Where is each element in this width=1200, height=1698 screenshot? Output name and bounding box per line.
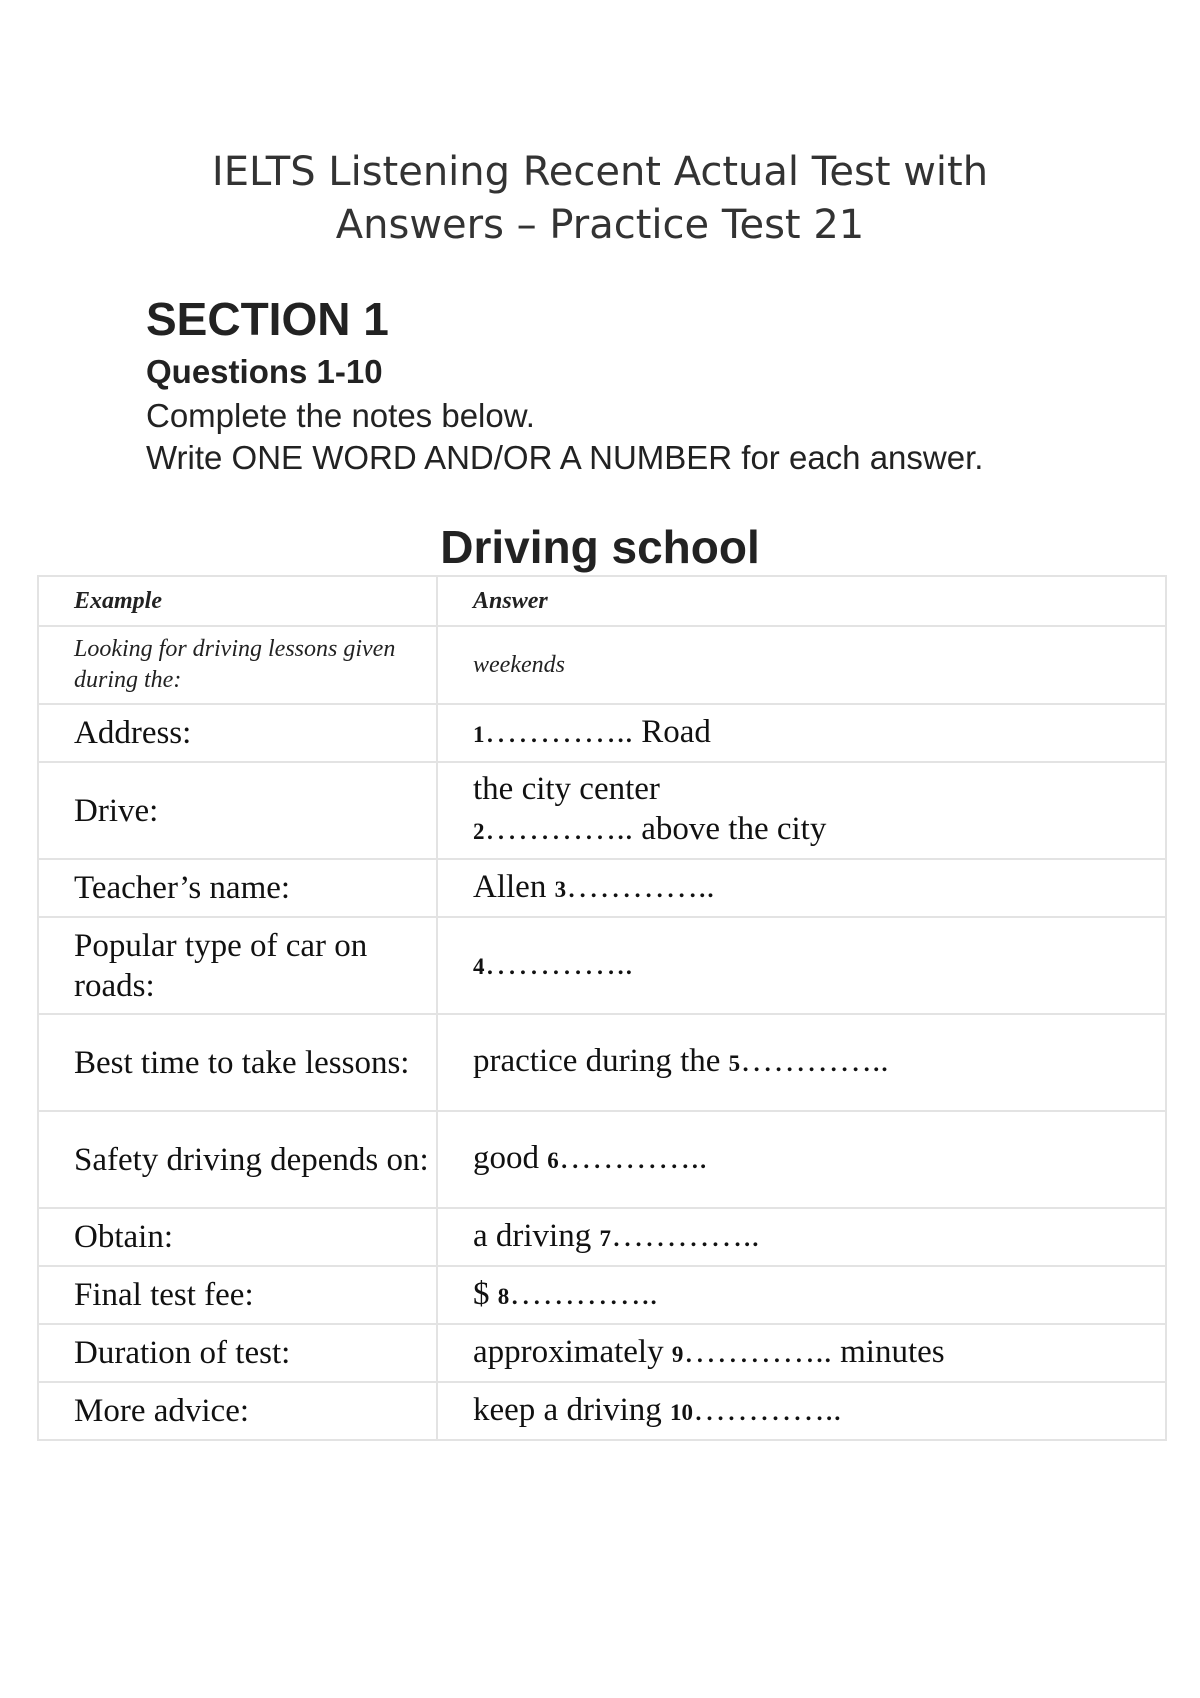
row-label: Popular type of car on roads:: [38, 917, 437, 1014]
answer-blank[interactable]: …………..: [740, 1043, 889, 1079]
answer-blank[interactable]: …………..: [484, 713, 633, 750]
page-title-line-2: Answers – Practice Test 21: [335, 202, 865, 248]
question-number: 3: [554, 876, 567, 902]
question-number: 2: [473, 819, 485, 844]
table-row: [38, 1014, 1166, 1111]
row-label: Address:: [38, 704, 437, 762]
answer-blank[interactable]: …………..: [484, 811, 633, 847]
table-row: [38, 762, 1166, 859]
table-row: [38, 1266, 1166, 1324]
row-label: Final test fee:: [38, 1266, 437, 1324]
notes-table: [37, 575, 1167, 1441]
row-answer: practice during the 5…………..: [437, 1014, 1166, 1111]
row-label: Duration of test:: [38, 1324, 437, 1382]
row-label: Best time to take lessons:: [38, 1014, 437, 1111]
answer-blank[interactable]: …………..: [558, 1140, 708, 1176]
answer-blank[interactable]: …………..: [484, 946, 633, 982]
table-row: [38, 1382, 1166, 1440]
question-number: 6: [547, 1148, 559, 1173]
row-answer: [437, 917, 1166, 1014]
table-row: [38, 1208, 1166, 1266]
notes-heading: Driving school: [440, 521, 760, 573]
instruction-line-1: Complete the notes below.: [146, 397, 535, 434]
table-row: [38, 917, 1166, 1014]
row-answer: approximately 9………….. minutes: [437, 1324, 1166, 1382]
example-label: Example: [38, 576, 437, 626]
answer-label: Answer: [437, 576, 1166, 626]
row-answer: Allen 3…………..: [437, 859, 1166, 917]
example-header-row: [38, 576, 1166, 626]
row-label: More advice:: [38, 1382, 437, 1440]
example-answer: weekends: [437, 626, 1166, 704]
question-number: 9: [671, 1341, 684, 1367]
row-answer: a driving 7…………..: [437, 1208, 1166, 1266]
answer-blank[interactable]: …………..: [566, 868, 715, 905]
answer-blank[interactable]: …………..: [610, 1217, 760, 1254]
table-row: [38, 859, 1166, 917]
question-number: 4: [473, 954, 485, 979]
row-answer: the city center 2………….. above the city: [437, 762, 1166, 859]
row-label: Teacher’s name:: [38, 859, 437, 917]
question-number: 1: [473, 721, 485, 747]
row-answer: $ 8…………..: [437, 1266, 1166, 1324]
answer-blank[interactable]: …………..: [683, 1333, 832, 1370]
question-number: 7: [599, 1225, 611, 1251]
row-label: Obtain:: [38, 1208, 437, 1266]
table-row: [38, 1111, 1166, 1208]
row-answer: 1………….. Road: [437, 704, 1166, 762]
example-row: [38, 626, 1166, 704]
answer-blank[interactable]: …………..: [693, 1391, 842, 1428]
row-label: Drive:: [38, 762, 437, 859]
page-title-line-1: IELTS Listening Recent Actual Test with: [211, 149, 989, 195]
section-heading: SECTION 1: [146, 293, 389, 345]
questions-range: Questions 1-10: [146, 353, 383, 390]
table-row: [38, 1324, 1166, 1382]
table-row: [38, 704, 1166, 762]
question-number: 10: [670, 1399, 694, 1425]
answer-blank[interactable]: …………..: [509, 1275, 658, 1312]
instruction-line-2: Write ONE WORD AND/OR A NUMBER for each answer.: [146, 439, 984, 476]
question-number: 5: [728, 1051, 741, 1076]
question-number: 8: [497, 1283, 510, 1309]
example-question: Looking for driving lessons given during the:: [38, 626, 437, 704]
row-label: Safety driving depends on:: [38, 1111, 437, 1208]
row-answer: good 6…………..: [437, 1111, 1166, 1208]
row-answer: keep a driving 10…………..: [437, 1382, 1166, 1440]
